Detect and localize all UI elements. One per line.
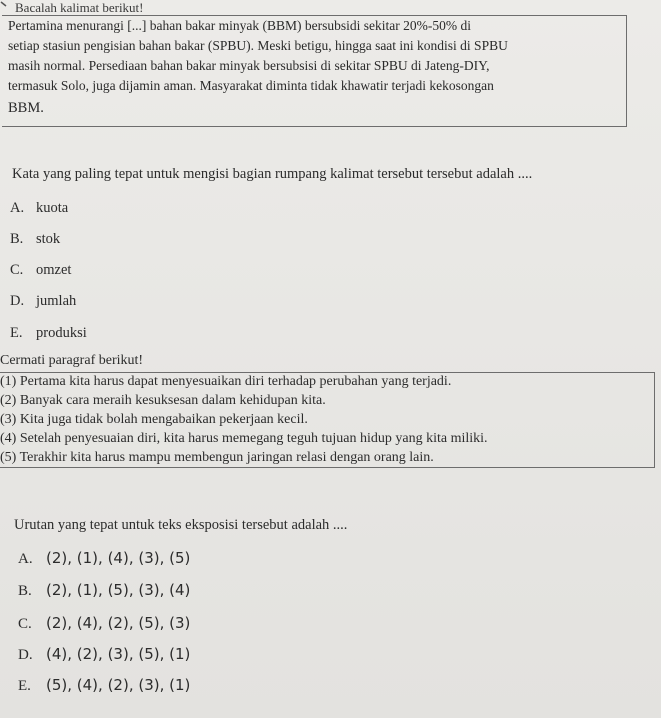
passage-box	[2, 15, 627, 127]
answer-option[interactable]	[18, 614, 190, 633]
option-text: stok	[36, 231, 61, 247]
option-letter: A.	[10, 200, 25, 216]
option-text: (4), (2), (3), (5), (1)	[46, 645, 191, 663]
sentence-line: (5) Terakhir kita harus mampu membengun jaringan relasi dengan orang lain.	[0, 450, 434, 465]
paragraph-box	[0, 372, 655, 468]
question-2-prompt: Urutan yang tepat untuk teks eksposisi tersebut adalah ....	[14, 517, 348, 533]
answer-option[interactable]	[10, 262, 71, 279]
passage-line: setiap stasiun pengisian bahan bakar (SPBU). Meski betigu, hingga saat ini kondisi di SPBU	[8, 38, 508, 53]
option-letter: E.	[10, 325, 23, 341]
sentence-line: (1) Pertama kita harus dapat menyesuaikan diri terhadap perubahan yang terjadi.	[0, 374, 452, 389]
answer-option[interactable]	[18, 676, 190, 695]
answer-option[interactable]	[10, 231, 60, 248]
option-letter: D.	[18, 647, 33, 663]
option-letter: A.	[18, 551, 33, 567]
question-1-prompt: Kata yang paling tepat untuk mengisi bagian rumpang kalimat tersebut tersebut adalah ....	[12, 166, 533, 182]
question-1-heading: Bacalah kalimat berikut!	[15, 0, 144, 15]
answer-option[interactable]	[18, 645, 190, 664]
answer-option[interactable]	[18, 549, 190, 568]
answer-option[interactable]	[10, 325, 87, 342]
passage-line: masih normal. Persediaan bahan bakar minyak bersubsisi di sekitar SPBU di Jateng-DIY,	[8, 58, 490, 73]
option-text: (5), (4), (2), (3), (1)	[46, 676, 191, 694]
answer-option[interactable]	[10, 200, 68, 217]
answer-option[interactable]	[18, 581, 190, 600]
option-text: produksi	[36, 325, 87, 341]
option-text: kuota	[36, 200, 69, 216]
option-text: (2), (4), (2), (5), (3)	[46, 614, 191, 632]
option-text: (2), (1), (5), (3), (4)	[46, 581, 191, 599]
option-letter: E.	[18, 678, 31, 694]
option-letter: C.	[18, 616, 32, 632]
option-text: (2), (1), (4), (3), (5)	[46, 549, 191, 567]
option-letter: B.	[10, 231, 24, 247]
option-text: omzet	[36, 262, 72, 278]
passage-line: termasuk Solo, juga dijamin aman. Masyarakat diminta tidak khawatir terjadi kekosongan	[8, 78, 494, 93]
pen-mark-icon	[0, 0, 10, 8]
question-2-heading: Cermati paragraf berikut!	[0, 353, 144, 368]
sentence-line: (2) Banyak cara meraih kesuksesan dalam kehidupan kita.	[0, 393, 326, 408]
sentence-line: (3) Kita juga tidak bolah mengabaikan pekerjaan kecil.	[0, 412, 308, 427]
option-letter: B.	[18, 583, 32, 599]
sentence-line: (4) Setelah penyesuaian diri, kita harus memegang teguh tujuan hidup yang kita miliki.	[0, 431, 488, 446]
answer-option[interactable]	[10, 293, 76, 310]
option-letter: D.	[10, 293, 25, 309]
option-letter: C.	[10, 262, 24, 278]
passage-line: Pertamina menurangi [...] bahan bakar minyak (BBM) bersubsidi sekitar 20%-50% di	[8, 18, 472, 33]
passage-line: BBM.	[8, 100, 44, 116]
option-text: jumlah	[36, 293, 77, 309]
